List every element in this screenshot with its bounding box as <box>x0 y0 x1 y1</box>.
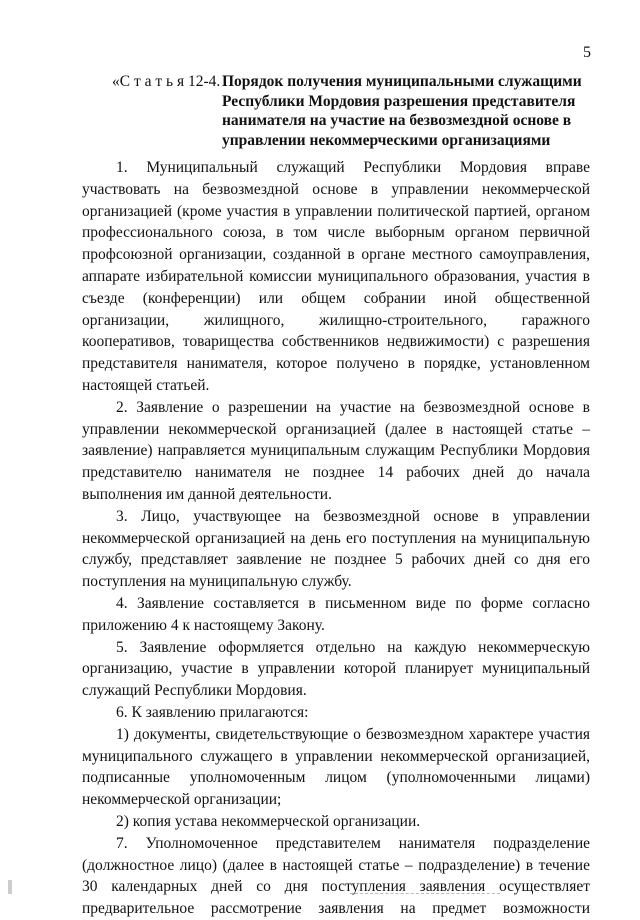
paragraph-5: 5. Заявление оформляется отдельно на каждую некоммерческую организацию, участие в управлении которой планирует муниципальный служащий Республики Мордовия. <box>82 638 590 700</box>
paragraph-6-item-1: 1) документы, свидетельствующие о безвозмездном характере участия муниципального служащего в управлении некоммерческой организацией, подписанные уполномоченным лицом (уполномоченными лицами) некоммерческой организации; <box>82 725 590 809</box>
article-number: «С т а т ь я 12-4. <box>112 73 221 90</box>
paragraph-6-item-2: 2) копия устава некоммерческой организации. <box>116 812 421 830</box>
article-title-line: нанимателя на участие на безвозмездной основе в <box>222 112 572 129</box>
paragraph-3: 3. Лицо, участвующее на безвозмездной основе в управлении некоммерческой организацией на день его поступления на муниципальную службу, представляет заявление не позднее 5 рабочих дней со дня его поступления на муниципальную службу. <box>82 507 590 591</box>
paragraph-7: 7. Уполномоченное представителем нанимателя подразделение (должностное лицо) (далее в настоящей статье – подразделение) в течение 30 календарных дней со дня поступления заявления осуществляет предварительное рассмотрение заявления на предмет возможности <box>82 834 590 918</box>
paragraph-1: 1. Муниципальный служащий Республики Мордовия вправе участвовать на безвозмездной основе в управлении некоммерческой организацией (кроме участия в управлении политической партией, органом профессионального союза, в том числе выборным органом первичной профсоюзной организации, созданной в органе местного самоуправления, аппарате избирательной комиссии муниципального образования, участия в съезде (конференции) или общем собрании иной общественной организации, жилищного, жилищно-строительного, гаражного кооперативов, товарищества собственников недвижимости) с разрешения представителя нанимателя, которое получено в порядке, установленном настоящей статьей. <box>82 159 590 394</box>
scan-artifact-mark <box>8 880 12 894</box>
paragraph-2: 2. Заявление о разрешении на участие на безвозмездной основе в управлении некоммерческой организацией (далее в настоящей статье – заявление) направляется муниципальным служащим Республики Мордовия представителю нанимателя не позднее 14 рабочих дней до начала выполнения им данной деятельности. <box>82 398 590 503</box>
article-title-line: Республики Мордовия разрешения представителя <box>222 92 576 110</box>
article-title-line: управлении некоммерческими организациями <box>222 131 551 149</box>
page-number: 5 <box>583 44 591 61</box>
article-title <box>222 72 582 150</box>
article-title-line: Порядок получения муниципальными служащими <box>222 73 582 90</box>
paragraph-4: 4. Заявление составляется в письменном виде по форме согласно приложению 4 к настоящему Закону. <box>82 594 590 634</box>
paragraph-6: 6. К заявлению прилагаются: <box>116 703 309 721</box>
scan-artifact-line <box>350 893 500 894</box>
article-body <box>82 157 590 920</box>
